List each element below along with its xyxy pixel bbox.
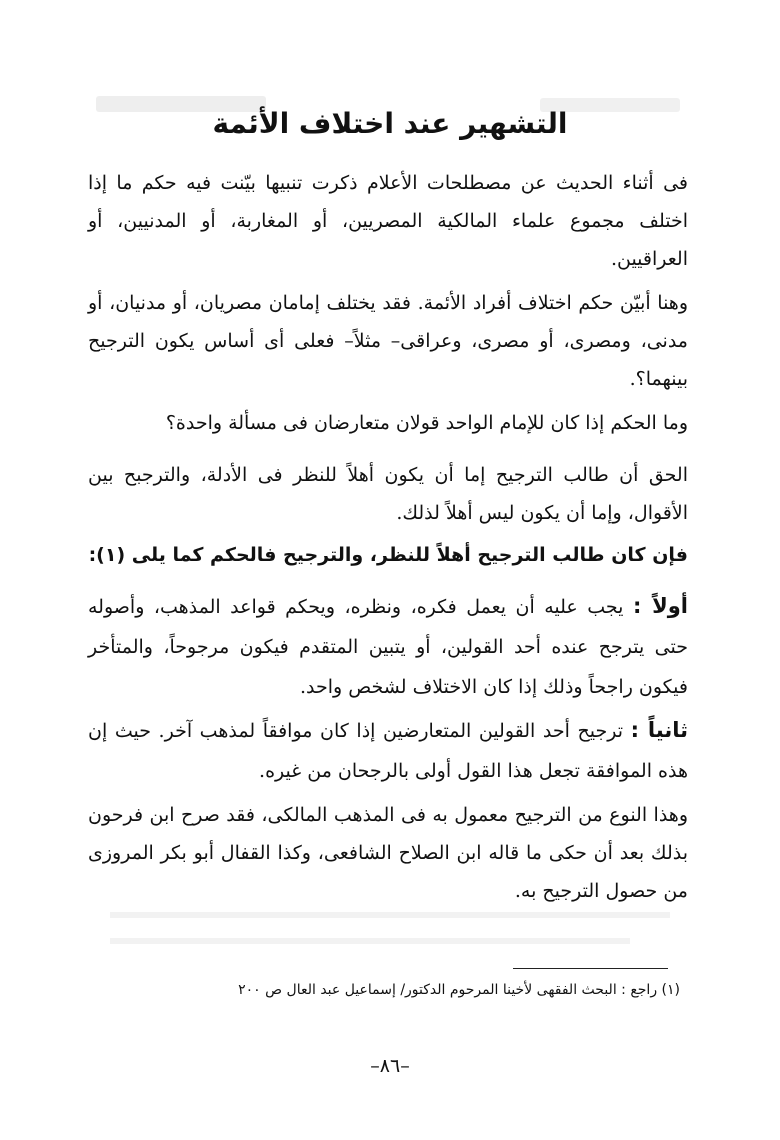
paragraph-5: وهذا النوع من الترجيح معمول به فى المذهب المالكى، فقد صرح ابن فرحون بذلك بعد أن حكى ما قاله ابن الصلاح الشافعى، وكذا القفال أبو بكر المروزى من حصول الترجيح به. [88,804,688,902]
item-first [88,586,688,707]
paragraph-1: فى أثناء الحديث عن مصطلحات الأعلام ذكرت تنبيها بيّنت فيه حكم ما إذا اختلف مجموع علماء المالكية المصريين، أو المغاربة، أو المدنيين، أو العراقيين. [88,172,688,270]
page-number: –٨٦– [370,1055,410,1077]
paragraph-2: وهنا أبيّن حكم اختلاف أفراد الأئمة. فقد يختلف إمامان مصريان، أو مدنيان، أو مدنى، ومصرى، أو مصرى، وعراقى– مثلاً– فعلى أى أساس يكون الترجيح بينهما؟. [88,292,688,390]
item-second-text: ترجيح أحد القولين المتعارضين إذا كان موافقاً لمذهب آخر. حيث إن هذه الموافقة تجعل هذا القول أولى بالرجحان من غيره. [88,720,688,782]
item-first-label: أولاً : [632,594,688,618]
footnote-divider [513,968,668,969]
bleed-through-smudge [110,912,670,918]
item-first-text: يجب عليه أن يعمل فكره، ونظره، ويحكم قواعد المذهب، وأصوله حتى يترجح عنده أحد القولين، أو يتبين المتقدم فيكون مرجوحاً، والمتأخر فيكون راجحاً وذلك إذا كان الاختلاف لشخص واحد. [88,596,688,698]
bleed-through-smudge [110,938,630,944]
paragraph-4: الحق أن طالب الترجيح إما أن يكون أهلاً للنظر فى الأدلة، والترجبح بين الأقوال، وإما أن يكون ليس أهلاً لذلك. [88,464,688,524]
item-second-label: ثانياً : [630,718,688,742]
bold-heading: فإن كان طالب الترجيح أهلاً للنظر، والترجيح فالحكم كما يلى (١): [88,544,688,566]
footnote: (١) راجع : البحث الفقهى لأخينا المرحوم الدكتور/ إسماعيل عبد العال ص ٢٠٠ [238,982,680,998]
page-title: التشهير عند اختلاف الأئمة [212,106,568,140]
item-second [88,710,688,791]
paragraph-3: وما الحكم إذا كان للإمام الواحد قولان متعارضان فى مسألة واحدة؟ [165,412,688,434]
